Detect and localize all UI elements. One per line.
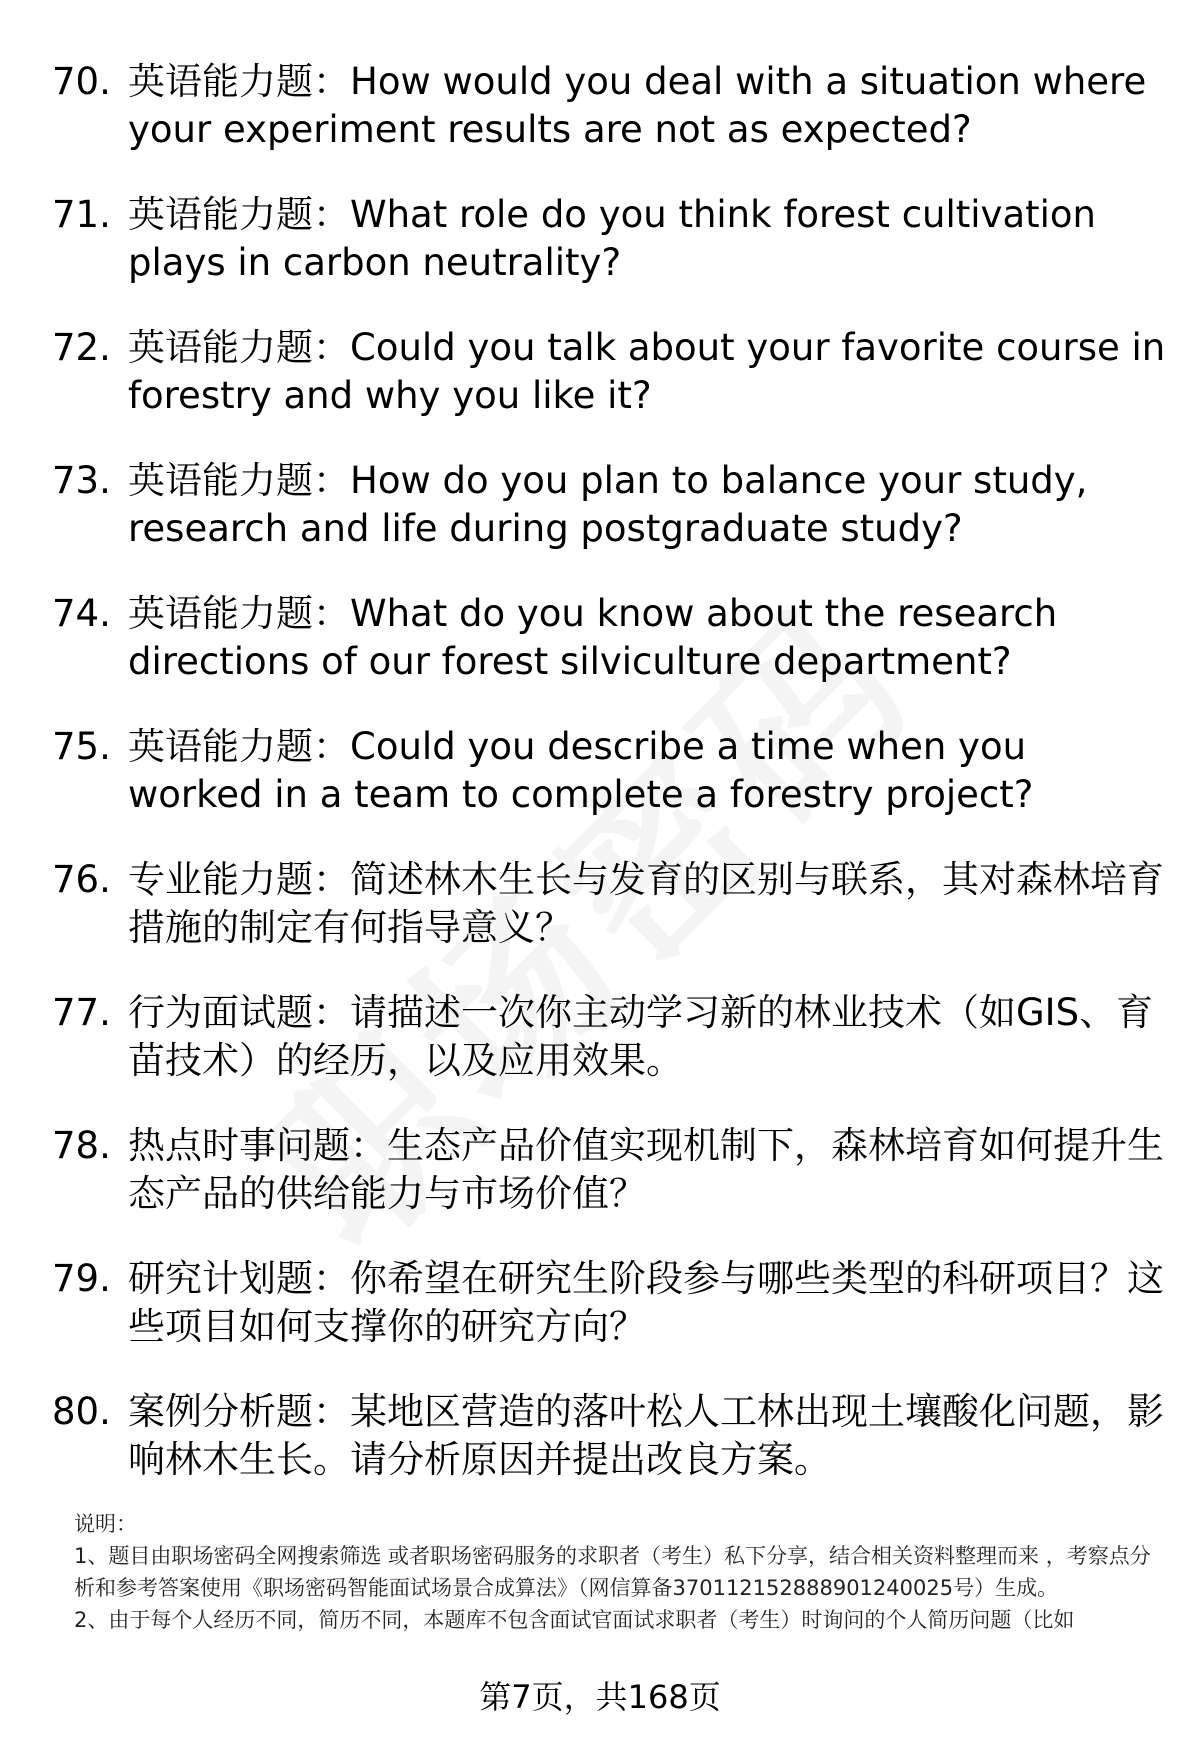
question-text: 英语能力题：What do you know about the research directions of our forest silviculture department?	[128, 592, 1058, 683]
question-item	[0, 723, 1200, 821]
page-number-label: 第7页，共168页	[479, 1678, 721, 1716]
question-list	[0, 58, 1200, 1521]
page-footer	[0, 1675, 1200, 1719]
question-text: 英语能力题：Could you talk about your favorite course in forestry and why you like it?	[128, 326, 1166, 417]
question-number: 78.	[52, 1124, 111, 1167]
question-number: 77.	[52, 991, 111, 1034]
notes-item-2: 2、由于每个人经历不同，简历不同，本题库不包含面试官面试求职者（考生）时询问的个人简历问题（比如	[74, 1608, 1075, 1632]
question-text: 行为面试题：请描述一次你主动学习新的林业技术（如GIS、育苗技术）的经历，以及应用效果。	[128, 991, 1154, 1082]
question-item	[0, 457, 1200, 555]
question-item	[0, 1255, 1200, 1353]
question-number: 70.	[52, 60, 111, 103]
question-item	[0, 191, 1200, 289]
question-number: 71.	[52, 193, 111, 236]
question-item	[0, 1388, 1200, 1486]
question-number: 72.	[52, 326, 111, 369]
notes-title: 说明：	[74, 1512, 137, 1536]
question-item	[0, 590, 1200, 688]
question-text: 英语能力题：How do you plan to balance your study, research and life during postgraduate study?	[128, 459, 1088, 550]
question-text: 案例分析题：某地区营造的落叶松人工林出现土壤酸化问题，影响林木生长。请分析原因并提出改良方案。	[128, 1390, 1164, 1481]
question-number: 76.	[52, 858, 111, 901]
question-item	[0, 58, 1200, 156]
notes-section	[74, 1508, 1154, 1636]
question-text: 英语能力题：Could you describe a time when you worked in a team to complete a forestry project?	[128, 725, 1034, 816]
question-text: 英语能力题：How would you deal with a situation where your experiment results are not as expected?	[128, 60, 1147, 151]
notes-item-1: 1、题目由职场密码全网搜索筛选 或者职场密码服务的求职者（考生）私下分享，结合相关资料整理而来 ，考察点分析和参考答案使用《职场密码智能面试场景合成算法》（网信算备370112152888901240025号）生成。	[74, 1544, 1151, 1600]
question-text: 热点时事问题：生态产品价值实现机制下，森林培育如何提升生态产品的供给能力与市场价值？	[128, 1124, 1164, 1215]
question-number: 79.	[52, 1257, 111, 1300]
question-text: 研究计划题：你希望在研究生阶段参与哪些类型的科研项目？这些项目如何支撑你的研究方向？	[128, 1257, 1164, 1348]
question-number: 73.	[52, 459, 111, 502]
question-item	[0, 856, 1200, 954]
question-number: 74.	[52, 592, 111, 635]
question-item	[0, 1122, 1200, 1220]
question-item	[0, 324, 1200, 422]
question-number: 75.	[52, 725, 111, 768]
question-text: 英语能力题：What role do you think forest cultivation plays in carbon neutrality?	[128, 193, 1096, 284]
question-text: 专业能力题：简述林木生长与发育的区别与联系，其对森林培育措施的制定有何指导意义？	[128, 858, 1164, 949]
question-number: 80.	[52, 1390, 111, 1433]
question-item	[0, 989, 1200, 1087]
